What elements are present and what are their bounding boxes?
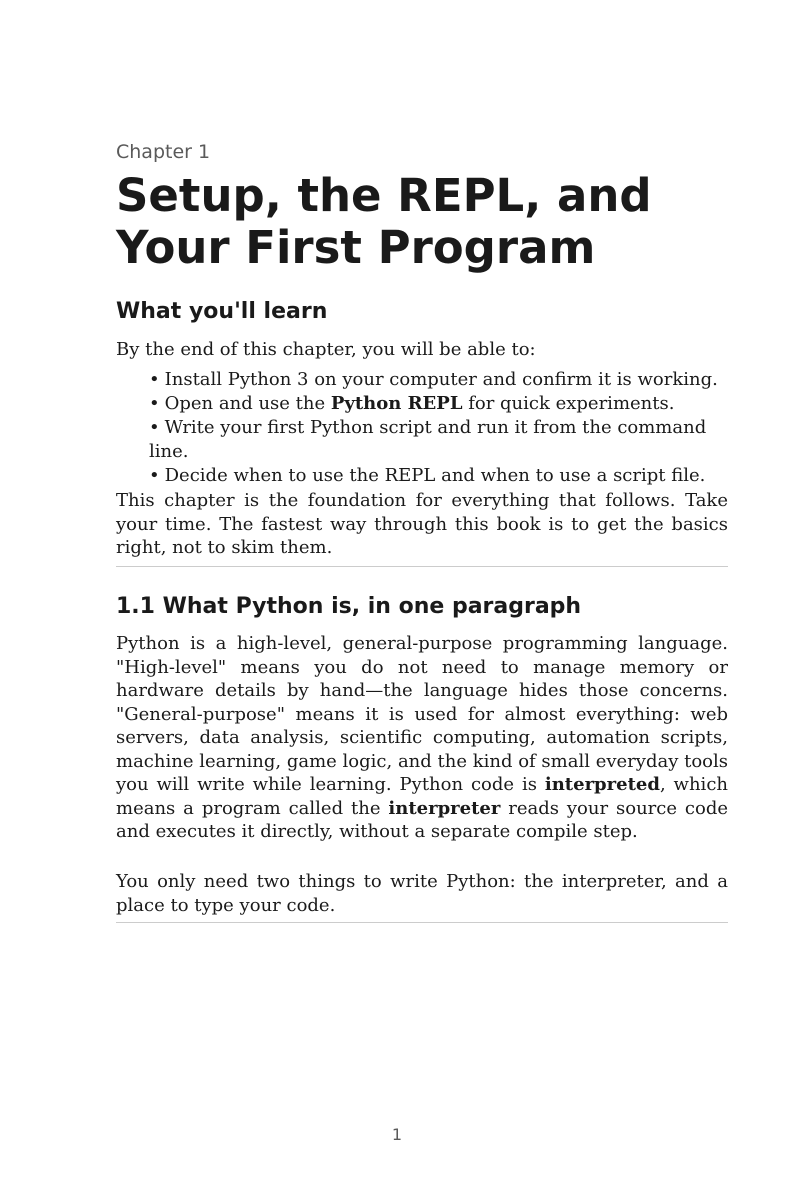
emphasis-interpreted: interpreted [544,774,660,795]
bullet-icon: • [149,393,160,414]
list-item [149,416,728,463]
section-divider [116,922,728,923]
foundation-paragraph: This chapter is the foundation for everything that follows. Take your time. The fastest way through this book is to get the basics right, not to skim them. [116,490,728,558]
section-divider [116,566,728,567]
python-overview-paragraph [116,632,728,844]
list-item-text: Write your first Python script and run it from the command line. [149,417,707,462]
bullet-icon: • [149,369,160,390]
emphasis-interpreter: interpreter [388,797,501,819]
bullet-icon: • [149,464,160,486]
learn-intro: By the end of this chapter, you will be able to: [116,339,536,360]
chapter-label: Chapter 1 [116,141,211,163]
paragraph-text: reads your source code and executes it directly, without a separate compile step. [116,797,728,842]
learn-heading: What you'll learn [116,299,328,324]
page-number: 1 [391,1125,403,1144]
chapter-title: Setup, the REPL, and Your First Program [116,169,652,274]
list-item [149,464,728,488]
learning-objectives-list [149,368,728,488]
list-item-text: Decide when to use the REPL and when to use a script file. [164,464,706,486]
paragraph-text: , which means a program called the [116,774,728,819]
paragraph-text: Python is a high-level, general-purpose programming language. "High-level" means you do not need to manage memory or hardware details by hand—the language hides those concerns. "General-purpose" means it is used for almost everything: web servers, data analysis, scientific computing, automation scripts, machine learning, game logic, and the kind of small everyday tools you will write while learning. Python code is [116,633,728,795]
emphasis-python-repl: Python REPL [330,393,463,414]
list-item-text: for quick experiments. [462,393,675,414]
list-item [149,392,728,416]
list-item [149,368,728,392]
section-heading-1-1: 1.1 What Python is, in one paragraph [116,594,582,619]
list-item-text: Open and use the [164,393,331,414]
bullet-icon: • [149,417,160,438]
list-item-text: Install Python 3 on your computer and confirm it is working. [164,369,718,390]
two-things-paragraph: You only need two things to write Python: the interpreter, and a place to type your code. [116,871,728,916]
